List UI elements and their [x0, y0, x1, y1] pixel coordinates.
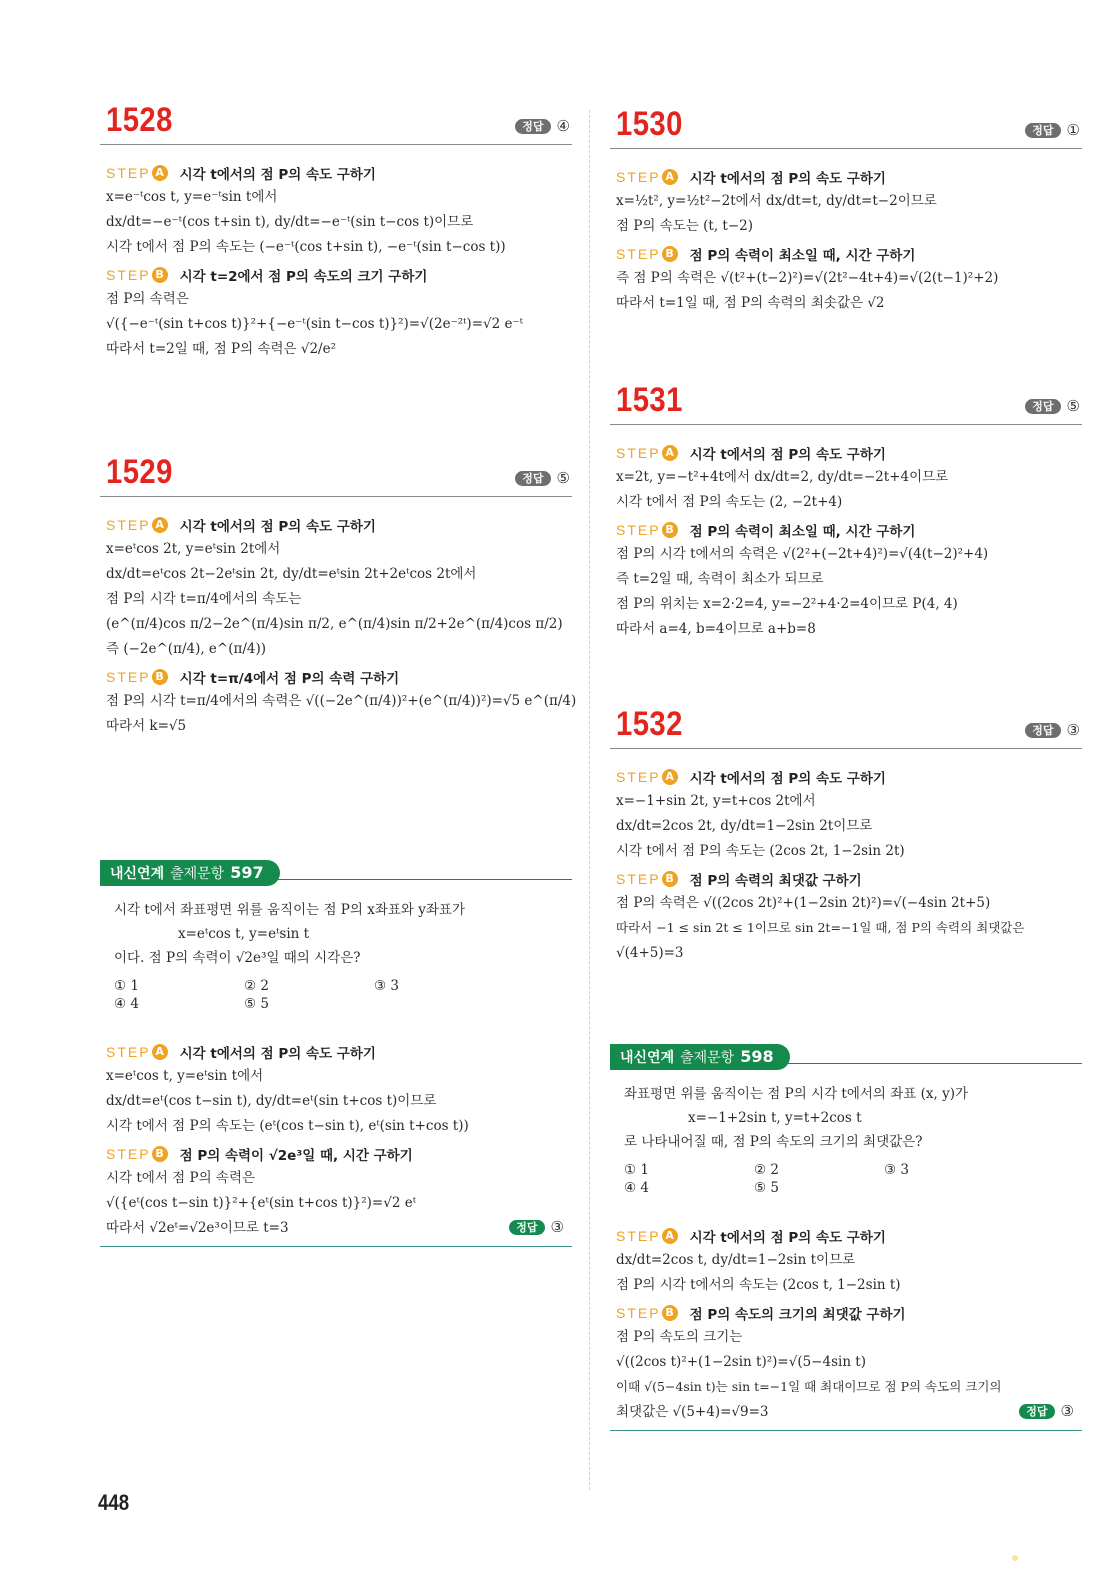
choice-5: ⑤ 5 — [754, 1180, 779, 1196]
step-title: 시각 t=π/4에서 점 P의 속력 구하기 — [179, 671, 400, 687]
linked-number: 597 — [230, 863, 264, 882]
step-b-marker: B — [662, 1305, 678, 1321]
step-a-marker: A — [662, 445, 678, 461]
solution-line: √((2cos t)²+(1−2sin t)²)=√(5−4sin t) — [616, 1354, 867, 1370]
step-title: 점 P의 속력이 √2e³일 때, 시간 구하기 — [179, 1148, 413, 1164]
solution-line: x=½t², y=½t²−2t에서 dx/dt=t, dy/dt=t−2이므로 — [616, 193, 937, 209]
answer-value: ⑤ — [556, 469, 570, 487]
solution-line: 점 P의 시각 t에서의 속도는 (2cos t, 1−2sin t) — [616, 1277, 901, 1293]
choice-4: ④ 4 — [624, 1180, 649, 1196]
step-b-heading: STEP B 시각 t=π/4에서 점 P의 속력 구하기 — [106, 669, 400, 687]
answer-value: ① — [1066, 121, 1080, 139]
solution-line: 최댓값은 √(5+4)=√9=3 — [616, 1404, 769, 1420]
step-a-marker: A — [662, 169, 678, 185]
solution-line: dx/dt=eᵗcos 2t−2eᵗsin 2t, dy/dt=eᵗsin 2t+2eᵗcos 2t에서 — [106, 566, 477, 582]
choice-1: ① 1 — [114, 978, 139, 994]
solution-line: 따라서 a=4, b=4이므로 a+b=8 — [616, 621, 816, 637]
problem-1531 — [610, 380, 1082, 644]
step-a-heading: STEP A 시각 t에서의 점 P의 속도 구하기 — [616, 769, 886, 787]
answer-badge: 정답 — [1025, 399, 1060, 414]
problem-header — [610, 380, 1082, 425]
step-title: 시각 t에서의 점 P의 속도 구하기 — [179, 167, 376, 183]
step-b-marker: B — [662, 246, 678, 262]
section-end-rule — [100, 1246, 572, 1247]
step-title: 점 P의 속력의 최댓값 구하기 — [689, 873, 862, 889]
decorative-dot — [1012, 1555, 1018, 1561]
solution-line: 따라서 −1 ≤ sin 2t ≤ 1이므로 sin 2t=−1일 때, 점 P의 속력의 최댓값은 — [616, 920, 1025, 935]
step-title: 점 P의 속도의 크기의 최댓값 구하기 — [689, 1307, 906, 1323]
choice-2: ② 2 — [244, 978, 269, 994]
answer-indicator — [515, 117, 570, 135]
problem-number: 1531 — [616, 381, 683, 419]
answer-choices — [624, 1162, 1082, 1196]
linked-number: 598 — [740, 1047, 774, 1066]
answer-indicator — [1025, 721, 1080, 739]
step-a-marker: A — [152, 517, 168, 533]
linked-question: 시각 t에서 좌표평면 위를 움직이는 점 P의 x좌표와 y좌표가 x=eᵗcos t, y=eᵗsin t 이다. 점 P의 속력이 √2e³일 때의 시각은? ① 1 ② 2 ③ 3 ④ 4 ⑤ 5 — [100, 886, 572, 1012]
solution-line: 시각 t에서 점 P의 속력은 — [106, 1170, 256, 1186]
step-a-marker: A — [152, 165, 168, 181]
choice-3: ③ 3 — [884, 1162, 909, 1178]
step-title: 시각 t에서의 점 P의 속도 구하기 — [179, 519, 376, 535]
linked-problem-598 — [610, 1044, 1082, 1431]
problem-1530 — [610, 104, 1082, 318]
choice-2: ② 2 — [754, 1162, 779, 1178]
step-a-heading: STEP A 시각 t에서의 점 P의 속도 구하기 — [616, 445, 886, 463]
solution-line: 시각 t에서 점 P의 속도는 (eᵗ(cos t−sin t), eᵗ(sin t+cos t)) — [106, 1118, 469, 1134]
solution-line: dx/dt=eᵗ(cos t−sin t), dy/dt=eᵗ(sin t+cos t)이므로 — [106, 1093, 437, 1109]
solution-line: dx/dt=2cos t, dy/dt=1−2sin t이므로 — [616, 1252, 856, 1268]
solution-line: x=−1+sin 2t, y=t+cos 2t에서 — [616, 793, 816, 809]
problem-header — [100, 452, 572, 497]
answer-indicator — [515, 469, 570, 487]
solution-line: 시각 t에서 점 P의 속도는 (2cos 2t, 1−2sin 2t) — [616, 843, 905, 859]
step-a-marker: A — [662, 1228, 678, 1244]
answer-indicator — [1019, 1402, 1074, 1420]
step-a-heading: STEP A 시각 t에서의 점 P의 속도 구하기 — [106, 1044, 376, 1062]
column-divider — [589, 110, 590, 1490]
step-b-heading: STEP B 점 P의 속력이 √2e³일 때, 시간 구하기 — [106, 1146, 413, 1164]
answer-value: ③ — [1066, 721, 1080, 739]
solution-line: √({−e⁻ᵗ(sin t+cos t)}²+{−e⁻ᵗ(sin t−cos t)}²)=√(2e⁻²ᵗ)=√2 e⁻ᵗ — [106, 316, 523, 332]
step-b-marker: B — [152, 1146, 168, 1162]
linked-problem-597 — [100, 860, 572, 1247]
linked-tag-bar — [100, 860, 572, 886]
solution-line: 점 P의 속력은 — [106, 291, 189, 307]
problem-header — [610, 704, 1082, 749]
answer-badge: 정답 — [515, 471, 550, 486]
step-title: 시각 t에서의 점 P의 속도 구하기 — [689, 771, 886, 787]
answer-indicator — [509, 1218, 564, 1236]
answer-badge: 정답 — [1025, 123, 1060, 138]
choice-4: ④ 4 — [114, 996, 139, 1012]
solution-line: x=eᵗcos 2t, y=eᵗsin 2t에서 — [106, 541, 281, 557]
answer-indicator — [1025, 397, 1080, 415]
step-a-heading: STEP A 시각 t에서의 점 P의 속도 구하기 — [106, 517, 376, 535]
solution-line: dx/dt=−e⁻ᵗ(cos t+sin t), dy/dt=−e⁻ᵗ(sin t−cos t)이므로 — [106, 214, 474, 230]
step-a-heading: STEP A 시각 t에서의 점 P의 속도 구하기 — [616, 1228, 886, 1246]
solution-line: 점 P의 시각 t=π/4에서의 속력은 √((−2e^(π/4))²+(e^(π/4))²)=√5 e^(π/4) — [106, 693, 577, 709]
step-title: 점 P의 속력이 최소일 때, 시간 구하기 — [689, 248, 916, 264]
choice-5: ⑤ 5 — [244, 996, 269, 1012]
step-title: 시각 t에서의 점 P의 속도 구하기 — [689, 171, 886, 187]
solution-line: 즉 점 P의 속력은 √(t²+(t−2)²)=√(2t²−4t+4)=√(2(t−1)²+2) — [616, 270, 999, 286]
linked-tag: 내신연계 출제문항 598 — [610, 1044, 790, 1070]
step-b-marker: B — [152, 267, 168, 283]
answer-value: ④ — [556, 117, 570, 135]
problem-header — [610, 104, 1082, 149]
problem-1529 — [100, 452, 577, 741]
answer-badge: 정답 — [1025, 723, 1060, 738]
step-a-marker: A — [662, 769, 678, 785]
solution-line: 점 P의 시각 t에서의 속력은 √(2²+(−2t+4)²)=√(4(t−2)²+4) — [616, 546, 989, 562]
answer-badge: 정답 — [1019, 1404, 1054, 1419]
solution-line: x=e⁻ᵗcos t, y=e⁻ᵗsin t에서 — [106, 189, 278, 205]
step-a-heading: STEP A 시각 t에서의 점 P의 속도 구하기 — [616, 169, 886, 187]
step-b-marker: B — [662, 522, 678, 538]
section-end-rule — [610, 1430, 1082, 1431]
step-b-heading: STEP B 점 P의 속력이 최소일 때, 시간 구하기 — [616, 246, 916, 264]
solution-line: 따라서 t=2일 때, 점 P의 속력은 √2/e² — [106, 341, 336, 357]
solution-line: dx/dt=2cos 2t, dy/dt=1−2sin 2t이므로 — [616, 818, 873, 834]
solution-line: √({eᵗ(cos t−sin t)}²+{eᵗ(sin t+cos t)}²)=√2 eᵗ — [106, 1195, 417, 1211]
step-title: 점 P의 속력이 최소일 때, 시간 구하기 — [689, 524, 916, 540]
step-title: 시각 t에서의 점 P의 속도 구하기 — [179, 1046, 376, 1062]
solution-line: 시각 t에서 점 P의 속도는 (2, −2t+4) — [616, 494, 843, 510]
solution-line: (e^(π/4)cos π/2−2e^(π/4)sin π/2, e^(π/4)sin π/2+2e^(π/4)cos π/2) — [106, 616, 563, 632]
answer-indicator — [1025, 121, 1080, 139]
step-b-marker: B — [662, 871, 678, 887]
choice-3: ③ 3 — [374, 978, 399, 994]
solution-line: 즉 t=2일 때, 속력이 최소가 되므로 — [616, 571, 824, 587]
problem-number: 1529 — [106, 453, 173, 491]
problem-1532 — [610, 704, 1082, 968]
solution-line: 시각 t에서 점 P의 속도는 (−e⁻ᵗ(cos t+sin t), −e⁻ᵗ(sin t−cos t)) — [106, 239, 506, 255]
solution-line: √(4+5)=3 — [616, 945, 684, 961]
solution-line: 점 P의 시각 t=π/4에서의 속도는 — [106, 591, 302, 607]
solution-line: 즉 (−2e^(π/4), e^(π/4)) — [106, 641, 267, 657]
linked-tag-bar — [610, 1044, 1082, 1070]
problem-header — [100, 100, 572, 145]
choice-1: ① 1 — [624, 1162, 649, 1178]
answer-value: ③ — [550, 1218, 564, 1236]
solution-line: 따라서 √2eᵗ=√2e³이므로 t=3 — [106, 1220, 289, 1236]
solution-line: 점 P의 속도의 크기는 — [616, 1329, 743, 1345]
solution-line: 따라서 k=√5 — [106, 718, 187, 734]
solution-line: x=eᵗcos t, y=eᵗsin t에서 — [106, 1068, 264, 1084]
solution-line: 따라서 t=1일 때, 점 P의 속력의 최솟값은 √2 — [616, 295, 885, 311]
answer-choices — [114, 978, 572, 1012]
linked-tag: 내신연계 출제문항 597 — [100, 860, 280, 886]
step-b-marker: B — [152, 669, 168, 685]
page-number: 448 — [98, 1490, 130, 1515]
problem-1528 — [100, 100, 572, 364]
step-b-heading: STEP B 시각 t=2에서 점 P의 속도의 크기 구하기 — [106, 267, 428, 285]
step-title: 시각 t=2에서 점 P의 속도의 크기 구하기 — [179, 269, 428, 285]
solution-line: 이때 √(5−4sin t)는 sin t=−1일 때 최대이므로 점 P의 속도의 크기의 — [616, 1379, 1002, 1394]
answer-badge: 정답 — [515, 119, 550, 134]
step-a-heading: STEP A 시각 t에서의 점 P의 속도 구하기 — [106, 165, 376, 183]
problem-number: 1528 — [106, 101, 173, 139]
step-b-heading: STEP B 점 P의 속도의 크기의 최댓값 구하기 — [616, 1305, 906, 1323]
answer-value: ③ — [1060, 1402, 1074, 1420]
step-title: 시각 t에서의 점 P의 속도 구하기 — [689, 1230, 886, 1246]
solution-line: 점 P의 위치는 x=2·2=4, y=−2²+4·2=4이므로 P(4, 4) — [616, 596, 958, 612]
answer-value: ⑤ — [1066, 397, 1080, 415]
step-title: 시각 t에서의 점 P의 속도 구하기 — [689, 447, 886, 463]
linked-question: 좌표평면 위를 움직이는 점 P의 시각 t에서의 좌표 (x, y)가 x=−1+2sin t, y=t+2cos t 로 나타내어질 때, 점 P의 속도의 크기의 최댓값은? ① 1 ② 2 ③ 3 ④ 4 ⑤ 5 — [610, 1070, 1082, 1196]
step-a-marker: A — [152, 1044, 168, 1060]
answer-badge: 정답 — [509, 1220, 544, 1235]
step-b-heading: STEP B 점 P의 속력의 최댓값 구하기 — [616, 871, 862, 889]
solution-line: 점 P의 속력은 √((2cos 2t)²+(1−2sin 2t)²)=√(−4sin 2t+5) — [616, 895, 991, 911]
solution-line: 점 P의 속도는 (t, t−2) — [616, 218, 754, 234]
problem-number: 1530 — [616, 105, 683, 143]
problem-number: 1532 — [616, 705, 683, 743]
solution-line: x=2t, y=−t²+4t에서 dx/dt=2, dy/dt=−2t+4이므로 — [616, 469, 949, 485]
step-b-heading: STEP B 점 P의 속력이 최소일 때, 시간 구하기 — [616, 522, 916, 540]
